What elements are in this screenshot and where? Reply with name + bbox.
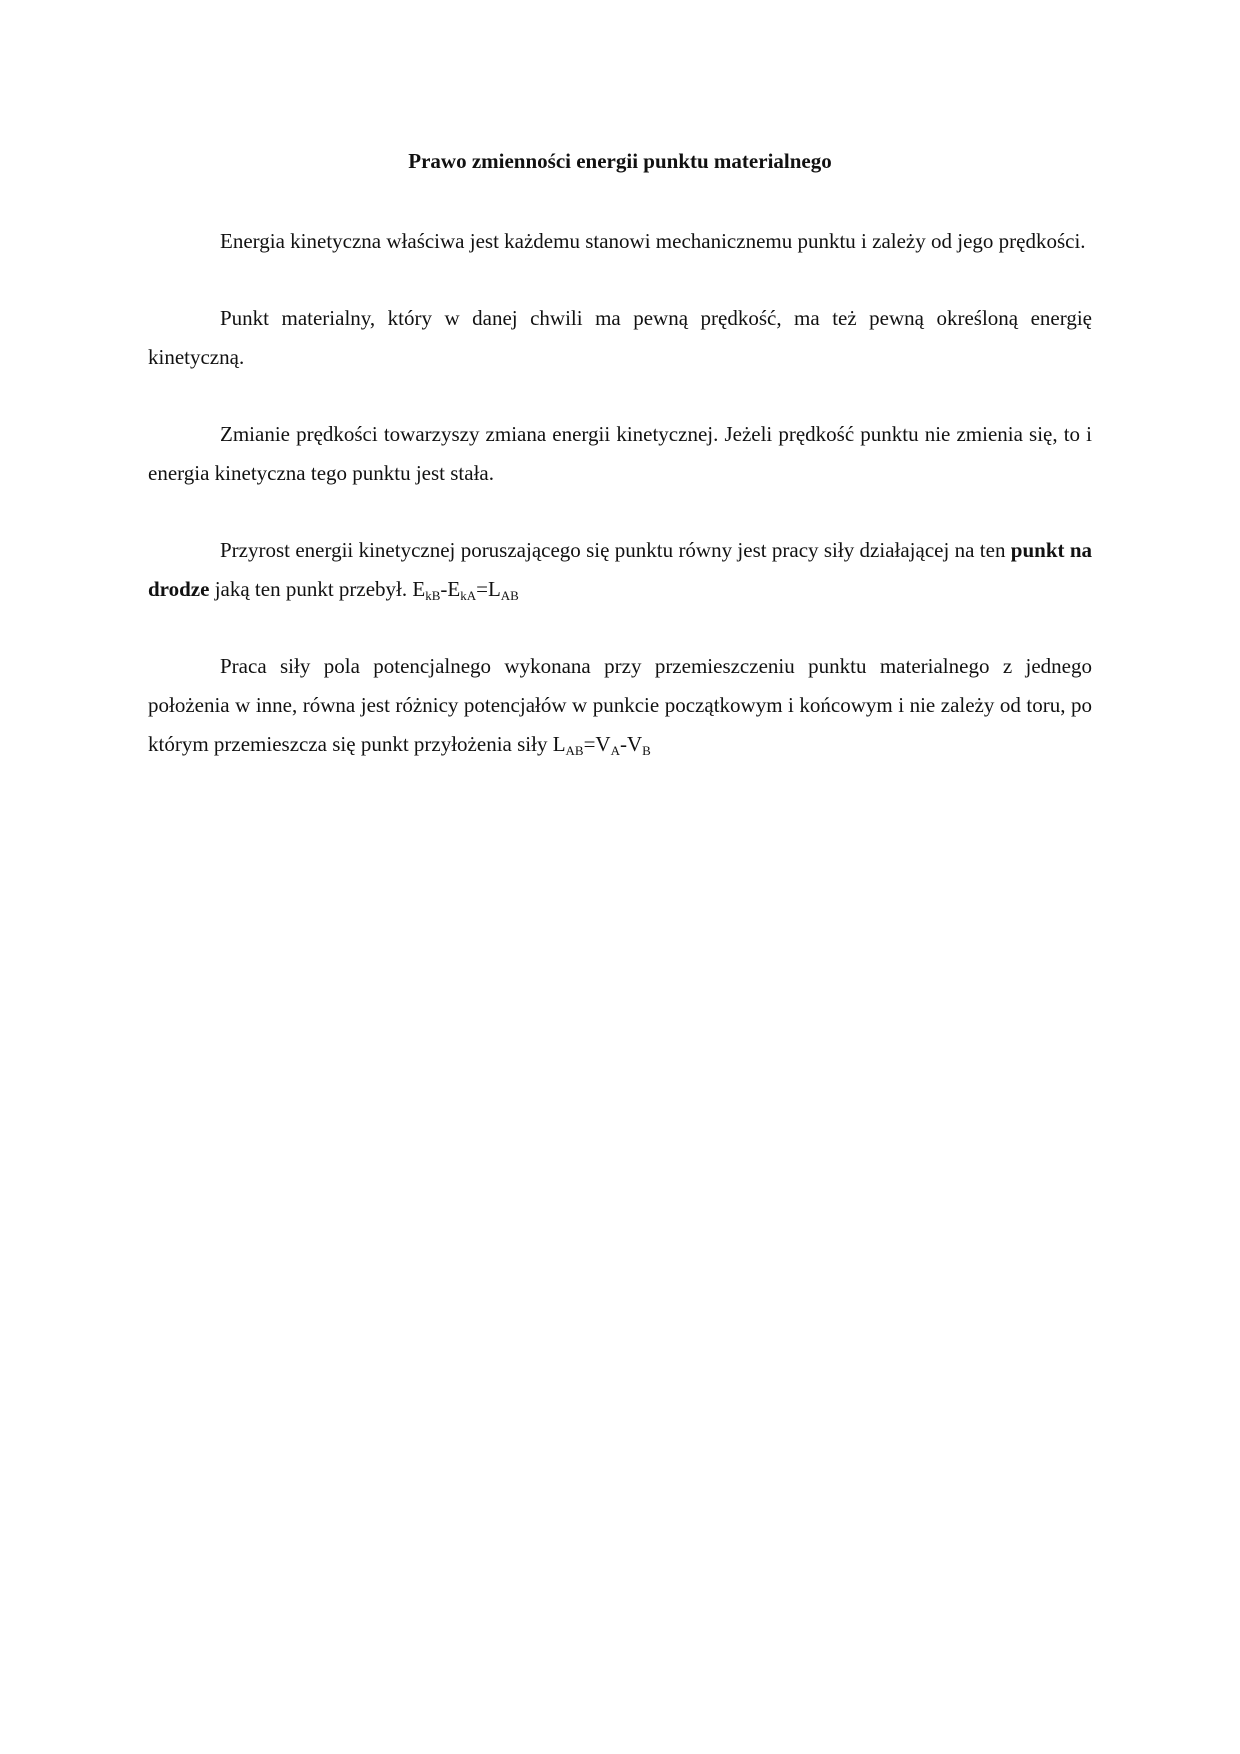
eq-subscript: A: [610, 743, 620, 758]
eq-subscript: AB: [500, 588, 519, 603]
document-body: [148, 222, 1092, 802]
paragraph-4-text: Przyrost energii kinetycznej poruszającego się punktu równy jest pracy siły działającej na ten: [220, 538, 1011, 562]
paragraph-4: [148, 531, 1092, 609]
equation-kinetic-energy: [412, 577, 518, 601]
paragraph-4-bold-text: punkt na drodze: [148, 538, 1092, 601]
paragraph-1: Energia kinetyczna właściwa jest każdemu stanowi mechanicznemu punktu i zależy od jego prędkości.: [220, 229, 1086, 253]
paragraph-2: Punkt materialny, który w danej chwili ma pewną prędkość, ma też pewną określoną energię kinetyczną.: [148, 306, 1092, 369]
document-title: Prawo zmienności energii punktu materialnego: [408, 149, 832, 173]
eq-subscript: kA: [460, 588, 477, 603]
paragraph-5: [148, 647, 1092, 764]
eq-symbol: -V: [620, 732, 643, 756]
paragraph-5-text: Praca siły pola potencjalnego wykonana przy przemieszczeniu punktu materialnego z jednego położenia w inne, równa jest różnicy potencjałów w punkcie początkowym i końcowym i nie zależy od toru, po którym przemieszcza się punkt przyłożenia siły: [148, 654, 1092, 756]
eq-symbol: E: [412, 577, 426, 601]
eq-symbol: -E: [440, 577, 461, 601]
paragraph-3: Zmianie prędkości towarzyszy zmiana energii kinetycznej. Jeżeli prędkość punktu nie zmienia się, to i energia kinetyczna tego punktu jest stała.: [148, 422, 1092, 485]
eq-symbol: L: [552, 732, 566, 756]
paragraph-4-rest: jaką ten punkt przebył.: [209, 577, 413, 601]
eq-symbol: =L: [476, 577, 501, 601]
eq-subscript: B: [642, 743, 651, 758]
eq-subscript: AB: [565, 743, 584, 758]
equation-potential-work: [553, 732, 651, 756]
eq-subscript: kB: [425, 588, 441, 603]
eq-symbol: =V: [583, 732, 611, 756]
